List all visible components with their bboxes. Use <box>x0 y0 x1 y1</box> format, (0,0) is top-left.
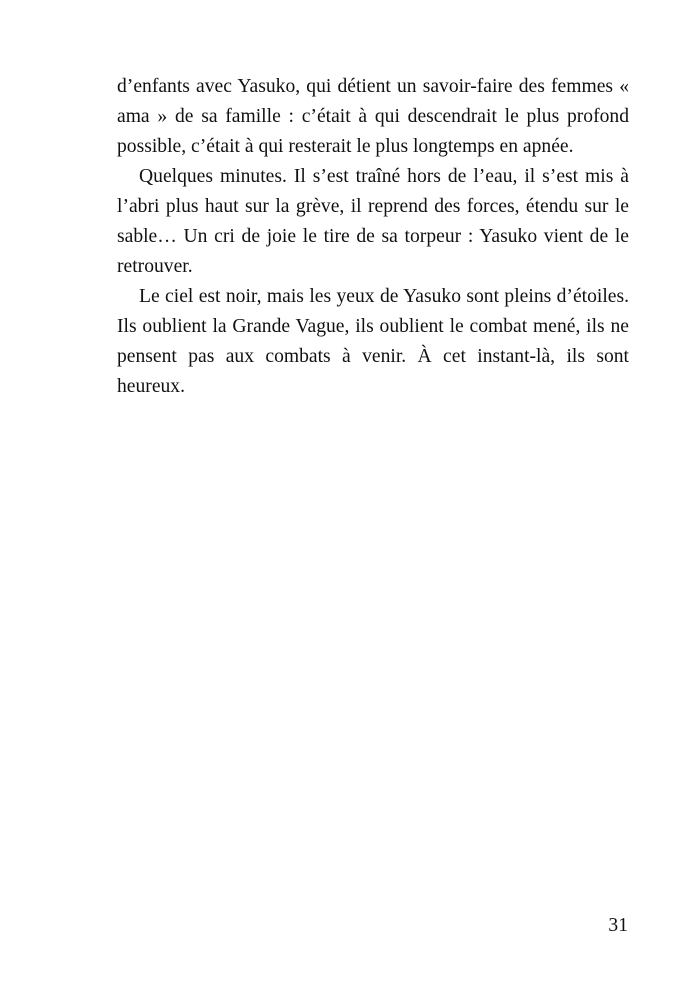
page-number: 31 <box>608 915 628 936</box>
paragraph-continued: d’enfants avec Yasuko, qui détient un savoir-faire des femmes « ama » de sa famille : c’était à qui descendrait le plus profond possible, c’était à qui resterait le plus longtemps en apnée. <box>117 76 629 157</box>
paragraph: Le ciel est noir, mais les yeux de Yasuko sont pleins d’étoiles. Ils oublient la Grande Vague, ils oublient le combat mené, ils ne pensent pas aux combats à venir. À cet instant-là, ils sont heureux. <box>117 286 629 397</box>
body-text <box>117 72 629 402</box>
paragraph: Quelques minutes. Il s’est traîné hors de l’eau, il s’est mis à l’abri plus haut sur la grève, il reprend des forces, étendu sur le sable… Un cri de joie le tire de sa torpeur : Yasuko vient de le retrouver. <box>117 166 629 277</box>
